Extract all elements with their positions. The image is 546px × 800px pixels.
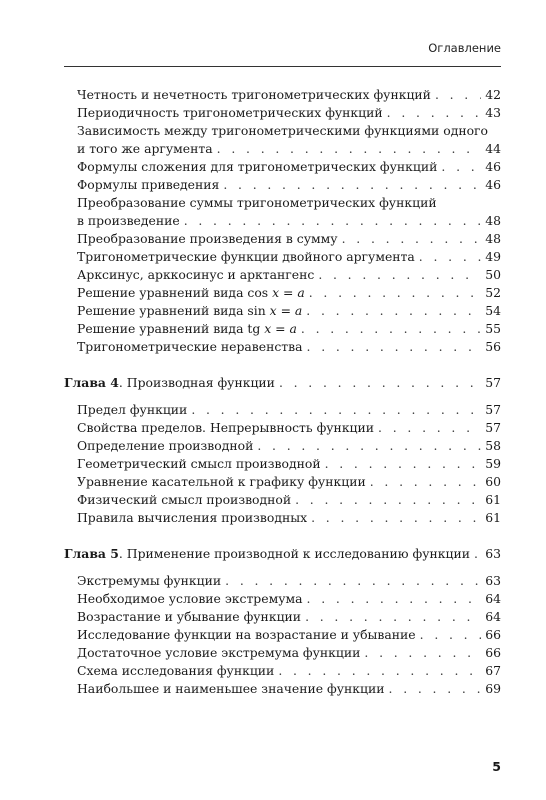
toc-entry-page: 42: [485, 87, 501, 102]
toc-entry[interactable]: [64, 626, 501, 644]
page-number: 5: [492, 759, 501, 774]
toc-entry[interactable]: [64, 230, 501, 248]
toc-entry-page: 46: [485, 177, 501, 192]
toc-entry-page: 44: [485, 141, 501, 156]
toc-entry[interactable]: [64, 680, 501, 698]
dot-leader: [435, 86, 481, 104]
toc-entry-page: 64: [485, 609, 501, 624]
toc-entry-title: Определение производной: [77, 438, 254, 453]
toc-entry[interactable]: [64, 473, 501, 491]
math-expression: x = a: [272, 285, 305, 300]
toc-chapter-title: [64, 374, 275, 392]
toc-entry-title: Формулы приведения: [77, 177, 220, 192]
toc-entry-page: 57: [485, 420, 501, 435]
toc-entry-page: 60: [485, 474, 501, 489]
toc-entry-page: 48: [485, 231, 501, 246]
toc-entry[interactable]: [64, 194, 501, 230]
dot-leader: [191, 401, 481, 419]
toc-entry-title: Возрастание и убывание функции: [77, 609, 302, 624]
dot-leader: [419, 248, 481, 266]
dot-leader: [318, 266, 481, 284]
toc-entry[interactable]: [64, 437, 501, 455]
toc-chapter-heading[interactable]: [64, 545, 501, 563]
dot-leader: [307, 590, 482, 608]
chapter-number: Глава 5: [64, 546, 119, 561]
toc-chapter-title: [64, 545, 470, 563]
toc-entry-page: 63: [485, 546, 501, 561]
toc-entry-title: [77, 284, 305, 302]
toc-entry-title-line2: и того же аргумента: [77, 141, 213, 156]
toc-entry-page: 49: [485, 249, 501, 264]
toc-entry-title-line1: Зависимость между тригонометрическими функциями одного: [77, 123, 489, 138]
toc-entry[interactable]: [64, 176, 501, 194]
dot-leader: [225, 572, 481, 590]
toc-entry-page: 61: [485, 510, 501, 525]
toc-entry-title: Периодичность тригонометрических функций: [77, 105, 383, 120]
dot-leader: [306, 302, 481, 320]
toc-entry-title: Экстремумы функции: [77, 573, 222, 588]
dot-leader: [420, 626, 482, 644]
dot-leader: [441, 158, 481, 176]
toc-entry-page: 61: [485, 492, 501, 507]
toc-entry-title: Наибольшее и наименьшее значение функции: [77, 681, 385, 696]
toc-entry-title: Тригонометрические неравенства: [77, 339, 303, 354]
toc-entry-title: Арксинус, арккосинус и арктангенс: [77, 267, 315, 282]
toc-entry-title: Формулы сложения для тригонометрических функций: [77, 159, 438, 174]
toc-entry-title: Геометрический смысл производной: [77, 456, 321, 471]
toc-entry-title: Уравнение касательной к графику функции: [77, 474, 366, 489]
running-header-label: Оглавление: [428, 41, 501, 55]
toc-entry[interactable]: [64, 419, 501, 437]
toc-entry[interactable]: [64, 266, 501, 284]
dot-leader: [474, 545, 481, 563]
toc-entry[interactable]: [64, 662, 501, 680]
chapter-title-text: . Производная функции: [118, 375, 275, 390]
dot-leader: [301, 320, 481, 338]
toc-entry[interactable]: [64, 284, 501, 302]
toc-entry-title: Свойства пределов. Непрерывность функции: [77, 420, 375, 435]
toc-entry[interactable]: [64, 320, 501, 338]
dot-leader: [364, 644, 481, 662]
toc-entry[interactable]: [64, 248, 501, 266]
dot-leader: [278, 662, 481, 680]
toc-chapter-heading[interactable]: [64, 374, 501, 392]
toc-entry-title: Четность и нечетность тригонометрических функций: [77, 87, 431, 102]
toc-entry-page: 52: [485, 285, 501, 300]
dot-leader: [295, 491, 481, 509]
toc-entry[interactable]: [64, 122, 501, 158]
dot-leader: [257, 437, 481, 455]
dot-leader: [378, 419, 481, 437]
toc-entry-title: [77, 302, 302, 320]
dot-leader: [309, 284, 481, 302]
toc-entry-title-text: Решение уравнений вида sin: [77, 303, 270, 318]
toc-entry-page: 66: [485, 645, 501, 660]
toc-entry[interactable]: [64, 302, 501, 320]
toc-entry-page: 59: [485, 456, 501, 471]
toc-entry-title: Необходимое условие экстремума: [77, 591, 303, 606]
math-expression: x = a: [269, 303, 303, 318]
toc-entry-title: Тригонометрические функции двойного аргумента: [77, 249, 415, 264]
toc-entry-page: 67: [485, 663, 501, 678]
toc-entry-page: 64: [485, 591, 501, 606]
toc-entry-title-line1: Преобразование суммы тригонометрических функций: [77, 195, 437, 210]
dot-leader: [305, 608, 481, 626]
toc-entry-page: 57: [485, 402, 501, 417]
toc-entry-page: 50: [485, 267, 501, 282]
toc-entry[interactable]: [64, 158, 501, 176]
dot-leader: [223, 176, 481, 194]
toc-entry-page: 63: [485, 573, 501, 588]
header-rule: [64, 66, 501, 67]
chapter-title-text: . Применение производной к исследованию функции: [118, 546, 470, 561]
toc-entry-page: 55: [485, 321, 501, 336]
toc-entry-title-text: Решение уравнений вида tg: [77, 321, 265, 336]
toc-entry-page: 48: [485, 213, 501, 228]
toc-entry-title-line2: в произведение: [77, 213, 180, 228]
toc-entry-title: Исследование функции на возрастание и убывание: [77, 627, 416, 642]
dot-leader: [387, 104, 482, 122]
dot-leader: [311, 509, 481, 527]
dot-leader: [325, 455, 482, 473]
toc-entry[interactable]: [64, 509, 501, 527]
toc-entry-page: 54: [485, 303, 501, 318]
toc-entry[interactable]: [64, 590, 501, 608]
toc-entry[interactable]: [64, 491, 501, 509]
toc-entry-page: 66: [485, 627, 501, 642]
toc-entry[interactable]: [64, 608, 501, 626]
toc-entry-title: Физический смысл производной: [77, 492, 292, 507]
math-expression: x = a: [264, 321, 297, 336]
dot-leader: [307, 338, 482, 356]
toc-entry-title-text: Решение уравнений вида cos: [77, 285, 273, 300]
toc-entry[interactable]: [64, 572, 501, 590]
dot-leader: [184, 212, 482, 230]
toc-entry-page: 57: [485, 375, 501, 390]
dot-leader: [389, 680, 482, 698]
toc-entry-title: Схема исследования функции: [77, 663, 275, 678]
toc-entry-title: Достаточное условие экстремума функции: [77, 645, 361, 660]
chapter-number: Глава 4: [64, 375, 119, 390]
toc-entry-page: 69: [485, 681, 501, 696]
dot-leader: [342, 230, 482, 248]
toc-entry-page: 43: [485, 105, 501, 120]
toc-entry[interactable]: [64, 86, 501, 104]
toc-entry-title: Предел функции: [77, 402, 188, 417]
dot-leader: [370, 473, 482, 491]
toc-entry[interactable]: [64, 338, 501, 356]
table-of-contents: [64, 86, 501, 698]
toc-entry-page: 56: [485, 339, 501, 354]
dot-leader: [279, 374, 481, 392]
toc-entry[interactable]: [64, 104, 501, 122]
toc-entry[interactable]: [64, 644, 501, 662]
toc-entry-page: 46: [485, 159, 501, 174]
toc-entry-page: 58: [485, 438, 501, 453]
dot-leader: [217, 140, 482, 158]
toc-entry-title: Правила вычисления производных: [77, 510, 308, 525]
toc-entry[interactable]: [64, 455, 501, 473]
toc-entry-title: [77, 320, 297, 338]
toc-entry[interactable]: [64, 401, 501, 419]
toc-entry-title: Преобразование произведения в сумму: [77, 231, 338, 246]
